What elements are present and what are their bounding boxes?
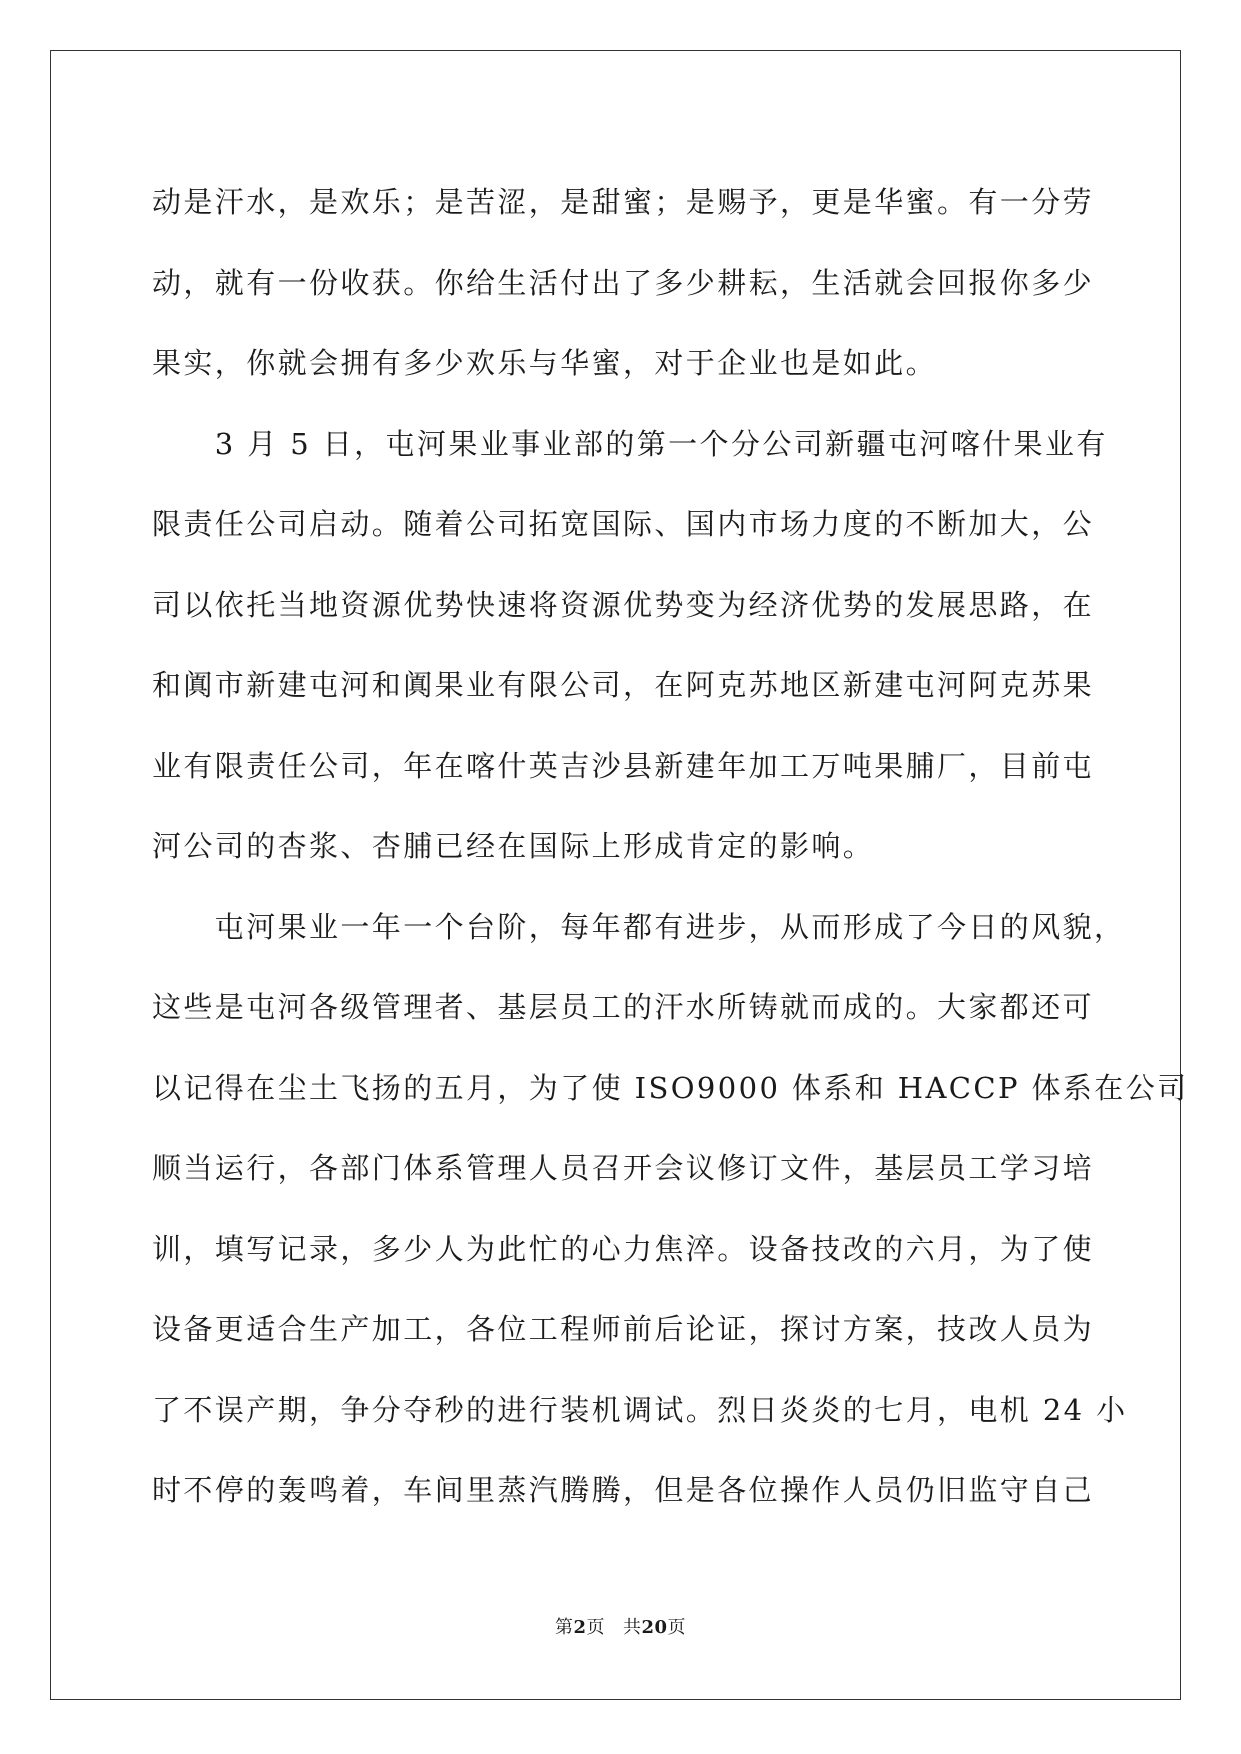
page-prefix: 第 <box>554 1617 574 1638</box>
text-line: 3 月 5 日，屯河果业事业部的第一个分公司新疆屯河喀什果业有 <box>152 426 1108 461</box>
text-line: 以记得在尘土飞扬的五月，为了使 ISO9000 体系和 HACCP 体系在公司 <box>152 1070 1189 1105</box>
total-suffix: 页 <box>667 1617 687 1638</box>
text-line: 司以依托当地资源优势快速将资源优势变为经济优势的发展思路，在 <box>152 587 1095 622</box>
page-footer <box>0 1613 1241 1639</box>
text-line: 动，就有一份收获。你给生活付出了多少耕耘，生活就会回报你多少 <box>152 265 1095 300</box>
text-line: 和阗市新建屯河和阗果业有限公司，在阿克苏地区新建屯河阿克苏果 <box>152 668 1095 702</box>
paragraph-2 <box>152 404 1108 887</box>
paragraph-1 <box>152 162 1095 404</box>
document-body <box>152 162 1189 1531</box>
text-line: 设备更适合生产加工，各位工程师前后论证，探讨方案，技改人员为 <box>152 1312 1095 1346</box>
text-line: 业有限责任公司，年在喀什英吉沙县新建年加工万吨果脯厂，目前屯 <box>152 748 1095 783</box>
text-line: 限责任公司启动。随着公司拓宽国际、国内市场力度的不断加大，公 <box>152 507 1095 541</box>
text-line: 训，填写记录，多少人为此忙的心力焦淬。设备技改的六月，为了使 <box>152 1231 1095 1266</box>
total-prefix: 共 <box>622 1617 642 1638</box>
page-suffix: 页 <box>586 1617 605 1638</box>
text-line: 了不误产期，争分夺秒的进行装机调试。烈日炎炎的七月，电机 24 小 <box>152 1392 1128 1427</box>
text-line: 果实，你就会拥有多少欢乐与华蜜，对于企业也是如此。 <box>152 346 938 380</box>
text-line: 顺当运行，各部门体系管理人员召开会议修订文件，基层员工学习培 <box>152 1151 1095 1185</box>
text-line: 屯河果业一年一个台阶，每年都有进步，从而形成了今日的风貌， <box>152 909 1126 944</box>
page-number: 2 <box>573 1617 587 1638</box>
text-line: 动是汗水，是欢乐；是苦涩，是甜蜜；是赐予，更是华蜜。有一分劳 <box>152 185 1095 219</box>
paragraph-3 <box>152 887 1189 1531</box>
text-line: 这些是屯河各级管理者、基层员工的汗水所铸就而成的。大家都还可 <box>152 990 1095 1024</box>
text-line: 河公司的杏浆、杏脯已经在国际上形成肯定的影响。 <box>152 829 875 863</box>
text-line: 时不停的轰鸣着，车间里蒸汽腾腾，但是各位操作人员仍旧监守自己 <box>152 1473 1095 1507</box>
total-pages: 20 <box>641 1617 668 1638</box>
